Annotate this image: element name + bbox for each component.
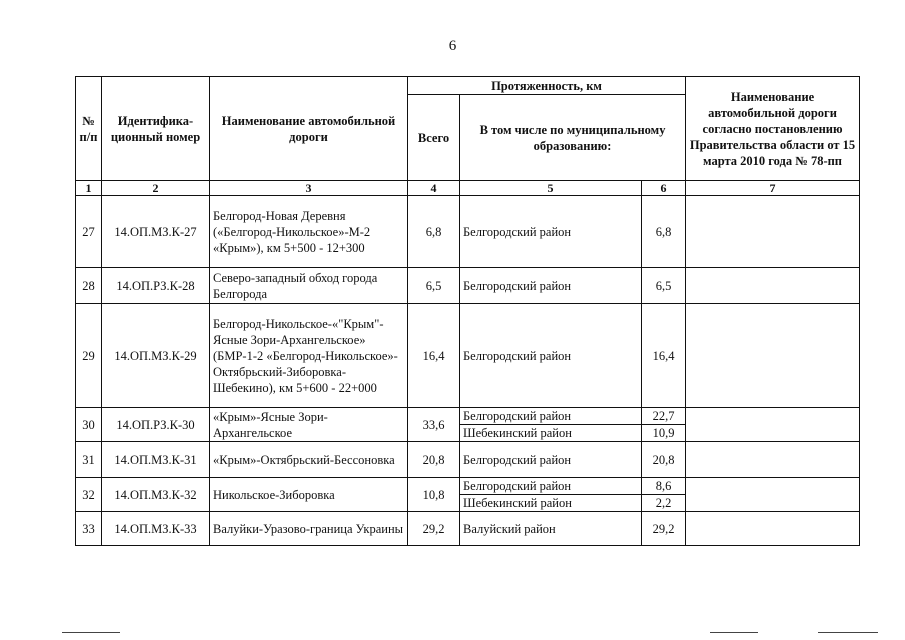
row-road-name: Белгород-Новая Деревня («Белгород-Никольское»-М-2 «Крым»), км 5+500 - 12+300: [210, 196, 408, 268]
table-header: [76, 77, 860, 196]
header-length-group: Протяженность, км: [408, 77, 686, 95]
row-road-name: «Крым»-Ясные Зори-Архангельское: [210, 408, 408, 442]
column-number: 1: [76, 181, 102, 196]
header-num: № п/п: [76, 77, 102, 181]
row-id: 14.ОП.МЗ.К-32: [102, 478, 210, 512]
row-district: Белгородский район: [460, 442, 642, 478]
row-decree-name: [686, 408, 860, 442]
roads-table: [75, 76, 860, 546]
header-total: Всего: [408, 95, 460, 181]
row-decree-name: [686, 304, 860, 408]
row-district: Шебекинский район: [460, 495, 642, 512]
row-district-length: 22,7: [642, 408, 686, 425]
row-id: 14.ОП.МЗ.К-31: [102, 442, 210, 478]
row-district-length: 16,4: [642, 304, 686, 408]
table-body: [76, 196, 860, 546]
row-total: 20,8: [408, 442, 460, 478]
row-num: 27: [76, 196, 102, 268]
row-district-length: 6,8: [642, 196, 686, 268]
row-num: 31: [76, 442, 102, 478]
row-id: 14.ОП.МЗ.К-29: [102, 304, 210, 408]
column-number: 2: [102, 181, 210, 196]
row-total: 6,5: [408, 268, 460, 304]
row-road-name: «Крым»-Октябрьский-Бессоновка: [210, 442, 408, 478]
row-district: Белгородский район: [460, 408, 642, 425]
header-name: Наименование автомобильной дороги: [210, 77, 408, 181]
row-district-length: 2,2: [642, 495, 686, 512]
row-district-length: 20,8: [642, 442, 686, 478]
row-district: Белгородский район: [460, 478, 642, 495]
row-id: 14.ОП.РЗ.К-28: [102, 268, 210, 304]
row-num: 28: [76, 268, 102, 304]
table-row: [76, 196, 860, 268]
row-road-name: Северо-западный обход города Белгорода: [210, 268, 408, 304]
row-district: Шебекинский район: [460, 425, 642, 442]
row-total: 16,4: [408, 304, 460, 408]
row-num: 30: [76, 408, 102, 442]
row-road-name: Валуйки-Уразово-граница Украины: [210, 512, 408, 546]
row-total: 29,2: [408, 512, 460, 546]
header-decree-name: Наименование автомобильной дороги согласно постановлению Правительства области от 15 марта 2010 года № 78-пп: [686, 77, 860, 181]
row-decree-name: [686, 512, 860, 546]
column-number: 5: [460, 181, 642, 196]
column-number: 7: [686, 181, 860, 196]
header-by-municipality: В том числе по муниципальному образованию:: [460, 95, 686, 181]
row-id: 14.ОП.МЗ.К-33: [102, 512, 210, 546]
row-num: 33: [76, 512, 102, 546]
row-num: 32: [76, 478, 102, 512]
row-district-length: 8,6: [642, 478, 686, 495]
table-row: [76, 478, 860, 495]
scan-edge-line: [710, 632, 758, 633]
table-row: [76, 512, 860, 546]
column-number: 3: [210, 181, 408, 196]
column-number: 6: [642, 181, 686, 196]
column-number: 4: [408, 181, 460, 196]
header-id: Идентифика-ционный номер: [102, 77, 210, 181]
table-row: [76, 268, 860, 304]
row-total: 6,8: [408, 196, 460, 268]
row-num: 29: [76, 304, 102, 408]
scan-edge-line: [62, 632, 120, 633]
row-district: Белгородский район: [460, 268, 642, 304]
scan-edge-line: [818, 632, 878, 633]
table-row: [76, 442, 860, 478]
row-district: Валуйский район: [460, 512, 642, 546]
row-district: Белгородский район: [460, 304, 642, 408]
row-total: 33,6: [408, 408, 460, 442]
row-district-length: 10,9: [642, 425, 686, 442]
row-district-length: 29,2: [642, 512, 686, 546]
row-district-length: 6,5: [642, 268, 686, 304]
page-number: 6: [448, 38, 457, 54]
row-total: 10,8: [408, 478, 460, 512]
table-row: [76, 408, 860, 425]
row-decree-name: [686, 442, 860, 478]
row-decree-name: [686, 196, 860, 268]
row-decree-name: [686, 478, 860, 512]
column-number-row: [76, 181, 860, 196]
row-district: Белгородский район: [460, 196, 642, 268]
row-id: 14.ОП.РЗ.К-30: [102, 408, 210, 442]
table-row: [76, 304, 860, 408]
row-id: 14.ОП.МЗ.К-27: [102, 196, 210, 268]
row-decree-name: [686, 268, 860, 304]
row-road-name: Белгород-Никольское-«"Крым"-Ясные Зори-Архангельское» (БМР-1-2 «Белгород-Никольское»-Октябрьский-Зиборовка-Шебекино), км 5+600 - 22+000: [210, 304, 408, 408]
row-road-name: Никольское-Зиборовка: [210, 478, 408, 512]
